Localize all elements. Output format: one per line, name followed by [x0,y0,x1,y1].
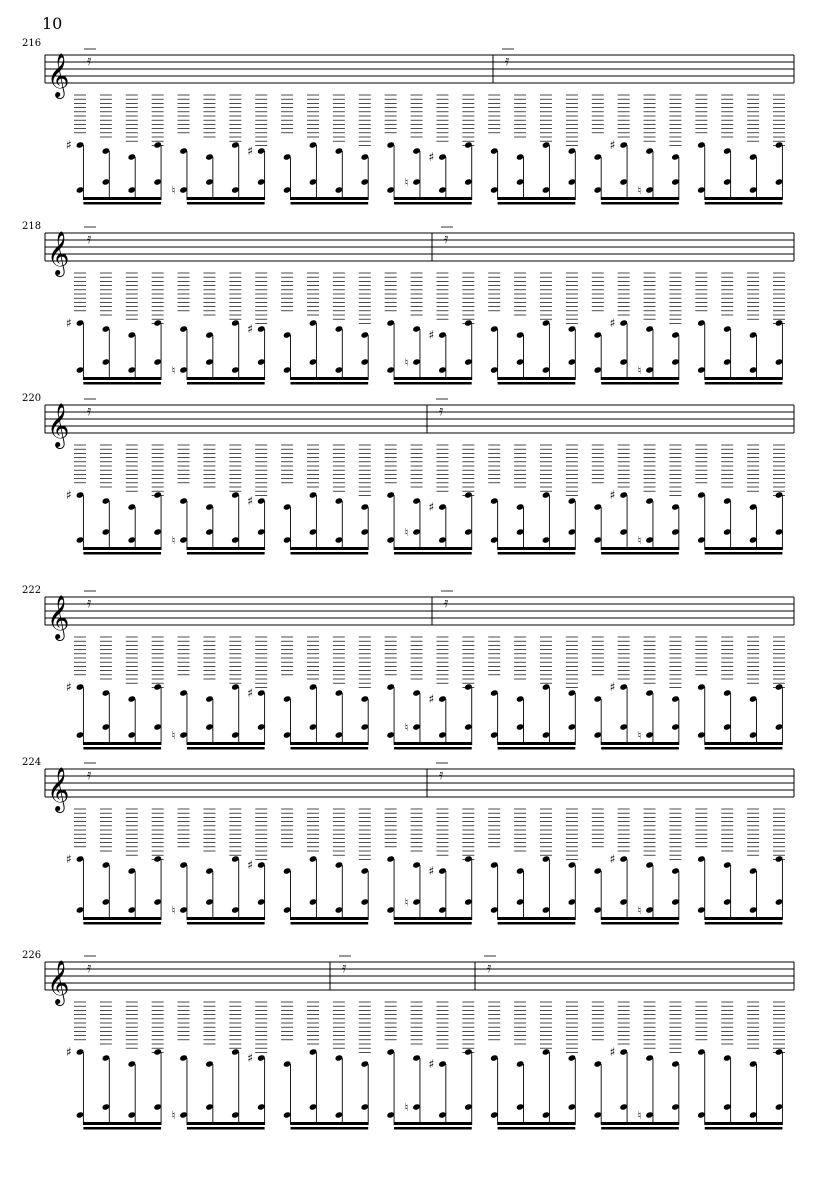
sharp-icon: ♯ [428,1057,435,1071]
beam [498,917,576,920]
treble-clef-icon: 𝄞 [47,53,70,97]
beam [187,547,265,550]
beam [187,377,265,380]
natural-icon: ♮ [404,356,409,369]
beam [83,547,161,550]
beam [394,917,472,920]
rest-icon: 𝄿 [439,767,444,783]
sharp-icon: ♯ [247,1051,254,1065]
beam [291,202,369,205]
beam [394,552,472,555]
rest-icon: 𝄿 [87,595,92,611]
sharp-icon: ♯ [247,858,254,872]
treble-clef-icon: 𝄞 [47,767,70,811]
sharp-icon: ♯ [66,680,72,694]
beam [705,742,783,745]
rest-icon: 𝄿 [444,231,449,247]
beam [498,197,576,200]
natural-icon: ♮ [404,176,409,189]
beam [394,742,472,745]
beam [601,1122,679,1125]
measure-number: 222 [22,585,42,596]
beam [83,917,161,920]
rest-icon: 𝄿 [87,767,92,783]
beam [601,917,679,920]
treble-clef-icon: 𝄞 [47,960,70,1004]
measure-number: 218 [22,221,42,232]
beam [83,1122,161,1125]
sharp-icon: ♯ [247,686,254,700]
natural-icon: ♮ [404,896,409,909]
beam [705,202,783,205]
beam [498,202,576,205]
beam [601,747,679,750]
sharp-icon: ♯ [66,1045,72,1059]
beam [498,377,576,380]
beam [83,377,161,380]
rest-icon: 𝄿 [87,960,92,976]
sharp-icon: ♯ [428,864,435,878]
beam [498,747,576,750]
rest-icon: 𝄿 [87,53,92,69]
beam [705,917,783,920]
beam [394,202,472,205]
natural-icon: ♮ [171,729,176,742]
beam [705,747,783,750]
beam [498,547,576,550]
beam [498,1127,576,1130]
beam [601,197,679,200]
beam [601,382,679,385]
beam [291,922,369,925]
beam [705,547,783,550]
beam [291,377,369,380]
beam [394,747,472,750]
natural-icon: ♮ [637,904,642,917]
beam [291,547,369,550]
sharp-icon: ♯ [428,150,435,164]
beam [394,382,472,385]
beam [601,552,679,555]
beam [394,922,472,925]
beam [394,547,472,550]
sharp-icon: ♯ [247,494,254,508]
beam [498,742,576,745]
rest-icon: 𝄿 [444,595,449,611]
sharp-icon: ♯ [247,322,254,336]
natural-icon: ♮ [404,1101,409,1114]
beam [291,742,369,745]
natural-icon: ♮ [171,364,176,377]
beam [601,742,679,745]
beam [291,552,369,555]
beam [83,1127,161,1130]
beam [187,1127,265,1130]
beam [705,197,783,200]
beam [187,197,265,200]
beam [705,382,783,385]
natural-icon: ♮ [637,184,642,197]
natural-icon: ♮ [637,534,642,547]
sharp-icon: ♯ [428,500,435,514]
treble-clef-icon: 𝄞 [47,403,70,447]
beam [187,202,265,205]
beam [291,1122,369,1125]
natural-icon: ♮ [637,729,642,742]
treble-clef-icon: 𝄞 [47,595,70,639]
measure-number: 220 [22,393,42,404]
sharp-icon: ♯ [66,316,72,330]
sharp-icon: ♯ [66,488,72,502]
beam [601,377,679,380]
sharp-icon: ♯ [428,692,435,706]
beam [394,1122,472,1125]
natural-icon: ♮ [404,526,409,539]
sharp-icon: ♯ [66,852,72,866]
sharp-icon: ♯ [428,328,435,342]
rest-icon: 𝄿 [87,403,92,419]
beam [291,917,369,920]
measure-number: 226 [22,950,42,961]
beam [291,747,369,750]
sharp-icon: ♯ [609,138,616,152]
beam [394,197,472,200]
beam [83,922,161,925]
beam [705,922,783,925]
beam [83,197,161,200]
natural-icon: ♮ [404,721,409,734]
beam [83,202,161,205]
beam [601,547,679,550]
rest-icon: 𝄿 [487,960,492,976]
rest-icon: 𝄿 [439,403,444,419]
beam [601,922,679,925]
rest-icon: 𝄿 [342,960,347,976]
beam [83,382,161,385]
beam [705,1122,783,1125]
beam [705,1127,783,1130]
natural-icon: ♮ [171,534,176,547]
sharp-icon: ♯ [609,1045,616,1059]
sharp-icon: ♯ [609,488,616,502]
beam [187,1122,265,1125]
beam [187,742,265,745]
rest-icon: 𝄿 [505,53,510,69]
treble-clef-icon: 𝄞 [47,231,70,275]
beam [291,1127,369,1130]
measure-number: 216 [22,38,42,49]
beam [187,552,265,555]
sharp-icon: ♯ [609,680,616,694]
beam [187,922,265,925]
beam [498,552,576,555]
natural-icon: ♮ [171,1109,176,1122]
natural-icon: ♮ [637,1109,642,1122]
beam [705,552,783,555]
rest-icon: 𝄿 [87,231,92,247]
beam [83,742,161,745]
beam [498,382,576,385]
beam [601,202,679,205]
natural-icon: ♮ [637,364,642,377]
beam [187,382,265,385]
beam [187,747,265,750]
beam [394,1127,472,1130]
beam [498,922,576,925]
beam [83,552,161,555]
natural-icon: ♮ [171,904,176,917]
beam [291,197,369,200]
sharp-icon: ♯ [609,852,616,866]
beam [83,747,161,750]
page-number: 10 [42,14,63,33]
sharp-icon: ♯ [609,316,616,330]
measure-number: 224 [22,757,42,768]
beam [394,377,472,380]
natural-icon: ♮ [171,184,176,197]
sharp-icon: ♯ [247,144,254,158]
beam [291,382,369,385]
beam [498,1122,576,1125]
beam [705,377,783,380]
beam [601,1127,679,1130]
beam [187,917,265,920]
sharp-icon: ♯ [66,138,72,152]
